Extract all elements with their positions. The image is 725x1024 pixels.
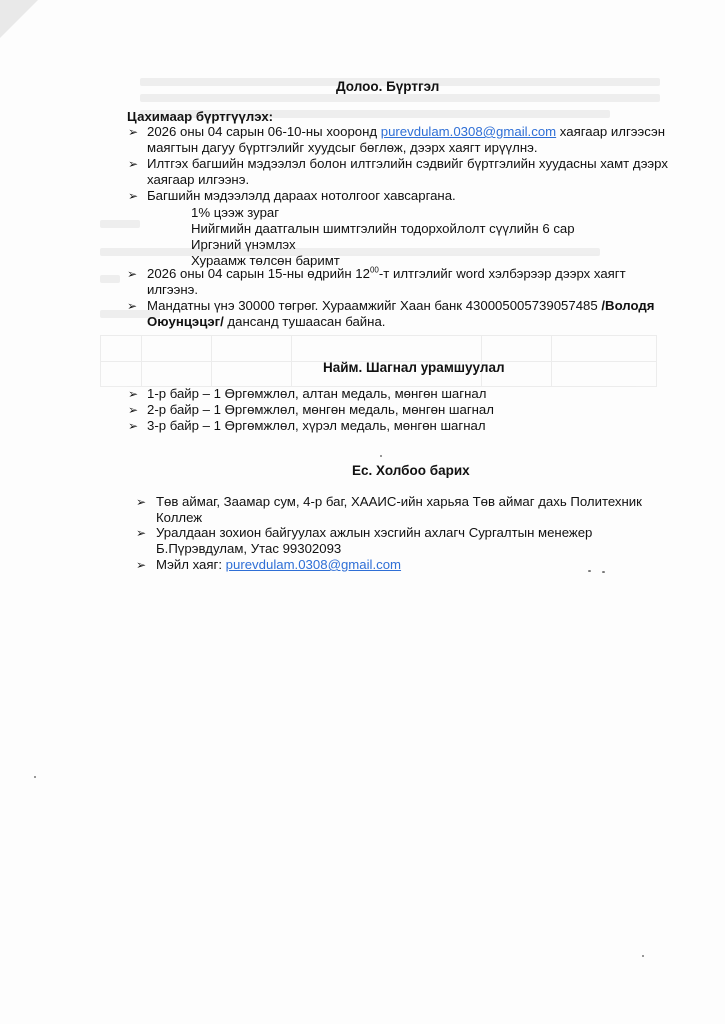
section-8-heading: Найм. Шагнал урамшуулал bbox=[323, 360, 505, 375]
bullet-arrow-icon: ➢ bbox=[128, 125, 139, 139]
award-item: 2-р байр – 1 Өргөмжлөл, мөнгөн медаль, мөнгөн шагнал bbox=[147, 402, 494, 417]
folded-corner bbox=[0, 0, 38, 38]
registration-item-5-line-1: Мандатны үнэ 30000 төгрөг. Хураамжийг Хаан банк 430005005739057485 /Володя bbox=[147, 298, 655, 313]
scan-speck bbox=[602, 571, 605, 573]
scan-speck bbox=[34, 776, 36, 778]
bullet-arrow-icon: ➢ bbox=[136, 526, 147, 540]
bullet-arrow-icon: ➢ bbox=[128, 387, 139, 401]
scan-speck bbox=[642, 955, 644, 957]
contact-email-link[interactable]: purevdulam.0308@gmail.com bbox=[225, 557, 402, 572]
bullet-arrow-icon: ➢ bbox=[136, 495, 147, 509]
attachment-item: 1% цээж зураг bbox=[191, 205, 280, 220]
attachment-item: Нийгмийн даатгалын шимтгэлийн тодорхойлолт сүүлийн 6 сар bbox=[191, 221, 575, 236]
registration-item-4-line-1: 2026 оны 04 сарын 15-ны өдрийн $12^{00}-т$ илтгэлийг word хэлбэрээр дээрх хаягт bbox=[147, 265, 626, 281]
contact-address-line-1: Төв аймаг, Заамар сум, 4-р баг, ХААИС-ийн харьяа Төв аймаг дахь Политехник bbox=[156, 494, 642, 509]
bullet-arrow-icon: ➢ bbox=[128, 403, 139, 417]
award-item: 1-р байр – 1 Өргөмжлөл, алтан медаль, мөнгөн шагнал bbox=[147, 386, 487, 401]
registration-item-4-line-2: илгээнэ. bbox=[147, 282, 199, 297]
award-item: 3-р байр – 1 Өргөмжлөл, хүрэл медаль, мөнгөн шагнал bbox=[147, 418, 486, 433]
contact-person-line-2: Б.Пүрэвдулам, Утас 99302093 bbox=[156, 541, 342, 556]
contact-address-line-2: Коллеж bbox=[156, 510, 203, 525]
registration-item-3: Багшийн мэдээлэлд дараах нотолгоог хавсаргана. bbox=[147, 188, 456, 203]
online-registration-subheading: Цахимаар бүртгүүлэх: bbox=[127, 109, 274, 124]
bullet-arrow-icon: ➢ bbox=[127, 299, 138, 313]
section-7-heading: Долоо. Бүртгэл bbox=[336, 79, 440, 94]
email-link[interactable]: purevdulam.0308@gmail.com bbox=[380, 124, 557, 139]
bullet-arrow-icon: ➢ bbox=[127, 267, 138, 281]
section-9-heading: Ес. Холбоо барих bbox=[352, 463, 470, 478]
registration-item-2-line-2: хаягаар илгээнэ. bbox=[147, 172, 250, 187]
contact-person-line-1: Уралдаан зохион байгуулах ажлын хэсгийн ахлагч Сургалтын менежер bbox=[156, 525, 593, 540]
scan-speck bbox=[588, 570, 591, 572]
scan-speck bbox=[380, 455, 382, 457]
bullet-arrow-icon: ➢ bbox=[136, 558, 147, 572]
attachment-item: Иргэний үнэмлэх bbox=[191, 237, 296, 252]
bullet-arrow-icon: ➢ bbox=[128, 157, 139, 171]
registration-item-1-line-1: 2026 оны 04 сарын 06-10-ны хооронд purevdulam.0308@gmail.com хаягаар илгээсэн bbox=[147, 124, 665, 139]
contact-email-line: Мэйл хаяг: purevdulam.0308@gmail.com bbox=[156, 557, 402, 572]
registration-item-2-line-1: Илтгэх багшийн мэдээлэл болон илтгэлийн сэдвийг бүртгэлийн хуудасны хамт дээрх bbox=[147, 156, 668, 171]
attachment-item: Хураамж төлсөн баримт bbox=[191, 253, 340, 268]
bullet-arrow-icon: ➢ bbox=[128, 189, 139, 203]
registration-item-1-line-2: маягтын дагуу бүртгэлийг хуудсыг бөглөж, дээрх хаягт ирүүлнэ. bbox=[147, 140, 538, 155]
registration-item-5-line-2: Оюунцэцэг/ дансанд тушаасан байна. bbox=[147, 314, 386, 329]
bullet-arrow-icon: ➢ bbox=[128, 419, 139, 433]
